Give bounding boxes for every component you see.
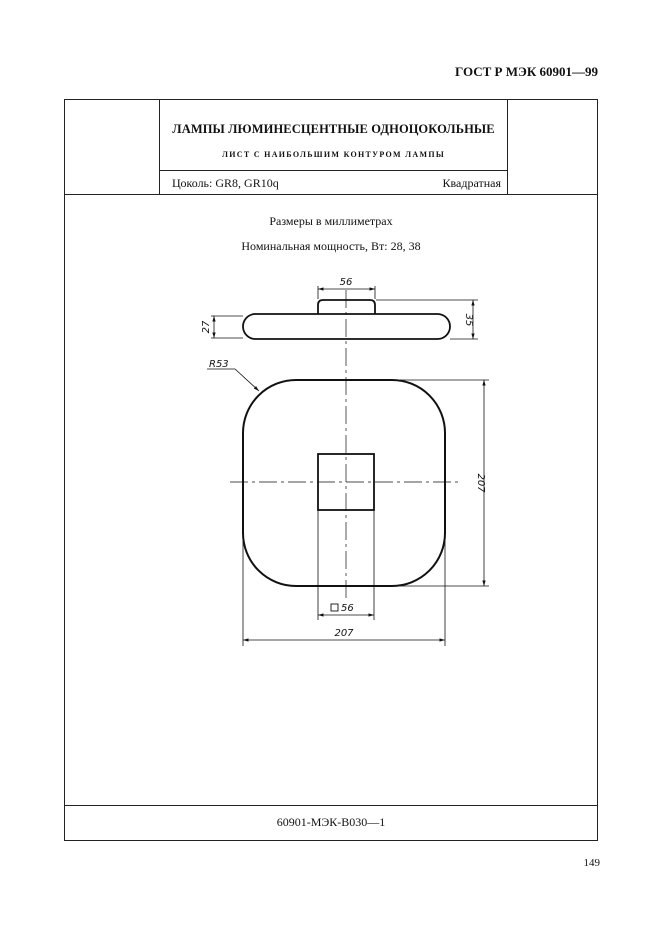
units-note: Размеры в миллиметрах <box>269 214 393 228</box>
dim-top-width: 56 <box>339 277 353 288</box>
sheet-subtitle: ЛИСТ С НАИБОЛЬШИМ КОНТУРОМ ЛАМПЫ <box>222 150 445 159</box>
plan-view <box>207 290 489 646</box>
dim-right-thickness: 35 <box>463 313 474 327</box>
side-view <box>211 286 478 339</box>
lamp-body-profile <box>243 314 450 339</box>
dim-width: 207 <box>334 628 354 639</box>
lamp-shape: Квадратная <box>442 176 501 190</box>
sheet-code: 60901-МЭК-В030—1 <box>276 815 386 829</box>
lamp-outline <box>243 380 445 586</box>
radius-leader <box>207 369 259 391</box>
power-note: Номинальная мощность, Вт: 28, 38 <box>241 239 421 253</box>
square-symbol-icon <box>331 604 338 611</box>
standard-number: ГОСТ Р МЭК 60901—99 <box>455 64 598 79</box>
dim-left-thickness: 27 <box>201 320 212 334</box>
dim-height: 207 <box>475 473 486 493</box>
page-number: 149 <box>583 857 600 869</box>
dim-radius: R53 <box>209 359 229 370</box>
cap-profile <box>318 300 375 314</box>
sheet-title: ЛАМПЫ ЛЮМИНЕСЦЕНТНЫЕ ОДНОЦОКОЛЬНЫЕ <box>172 122 495 136</box>
dim-square: 56 <box>341 603 354 614</box>
cap-type: Цоколь: GR8, GR10q <box>172 176 279 190</box>
